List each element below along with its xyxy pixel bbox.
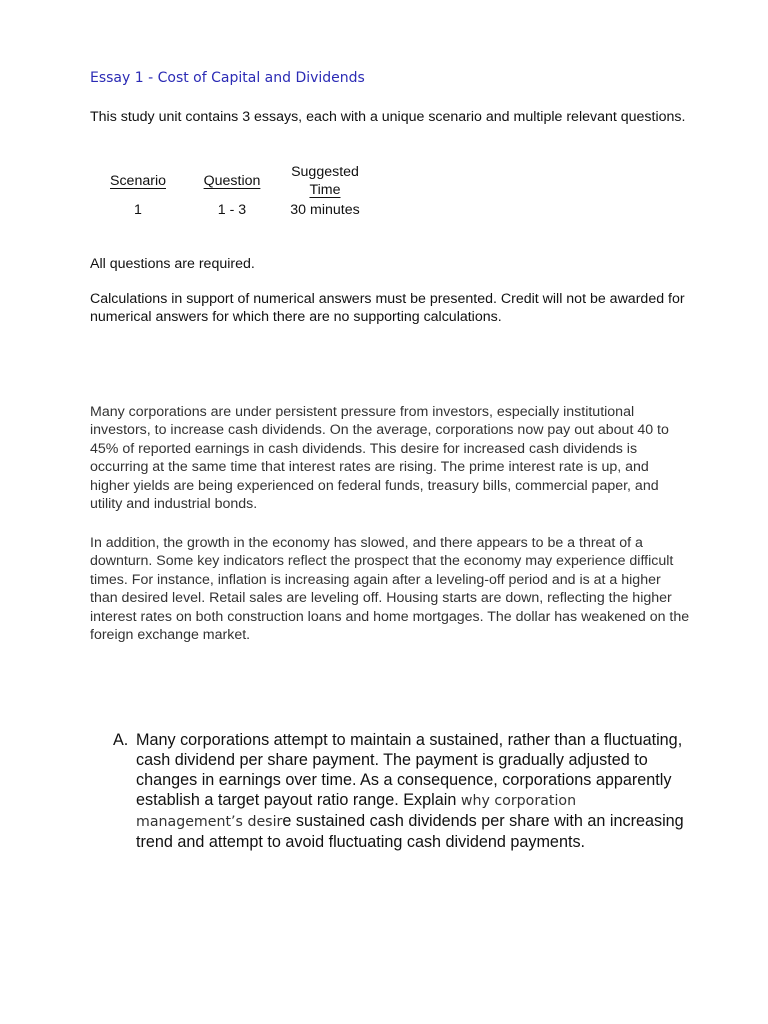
scenario-paragraph-2: In addition, the growth in the economy has slowed, and there appears to be a threat of a downturn. Some key indicators reflect the prospect that the economy may experience difficult times. For instance, inflation is increasing again after a leveling-off period and is at a higher than desired level. Retail sales are leveling off. Housing starts are down, reflecting the higher interest rates on both construction loans and home mortgages. The dollar has weakened on the foreign exchange market. <box>90 535 690 644</box>
intro-paragraph: This study unit contains 3 essays, each with a unique scenario and multiple relevant questions. <box>90 109 686 125</box>
calculations-note: Calculations in support of numerical answers must be presented. Credit will not be awarded for numerical answers for which there are no supporting calculations. <box>90 291 685 326</box>
scenario-paragraph-1: Many corporations are under persistent pressure from investors, especially institutional investors, to increase cash dividends. On the average, corporations now pay out about 40 to 45% of reported earnings in cash dividends. This desire for increased cash dividends is occurring at the same time that interest rates are rising. The prime interest rate is up, and higher yields are being experienced on federal funds, treasury bills, commercial paper, and utility and industrial bonds. <box>90 404 669 513</box>
question-text-part2: why corporation management’s desir <box>136 793 577 830</box>
question-text <box>136 730 686 852</box>
header-time-line2: Time <box>309 182 341 199</box>
row-scenario: 1 <box>134 202 142 218</box>
header-suggested-time <box>280 163 370 200</box>
header-question: Question <box>203 173 261 189</box>
header-scenario: Scenario <box>110 173 166 189</box>
required-note: All questions are required. <box>90 256 255 272</box>
essay-title: Essay 1 - Cost of Capital and Dividends <box>90 70 365 86</box>
row-question: 1 - 3 <box>217 202 247 218</box>
row-time: 30 minutes <box>290 202 360 218</box>
question-letter: A. <box>113 731 129 749</box>
header-time-line1: Suggested <box>291 164 359 180</box>
question-text-part3: e sustained cash dividends per share with an increasing trend and attempt to avoid fluctuating cash dividend payments. <box>136 812 684 851</box>
question-text-part1: Many corporations attempt to maintain a sustained, rather than a fluctuating, cash dividend per share payment. The payment is gradually adjusted to changes in earnings over time. As a consequence, corporations apparently establish a target payout ratio range. Explain <box>136 731 683 809</box>
